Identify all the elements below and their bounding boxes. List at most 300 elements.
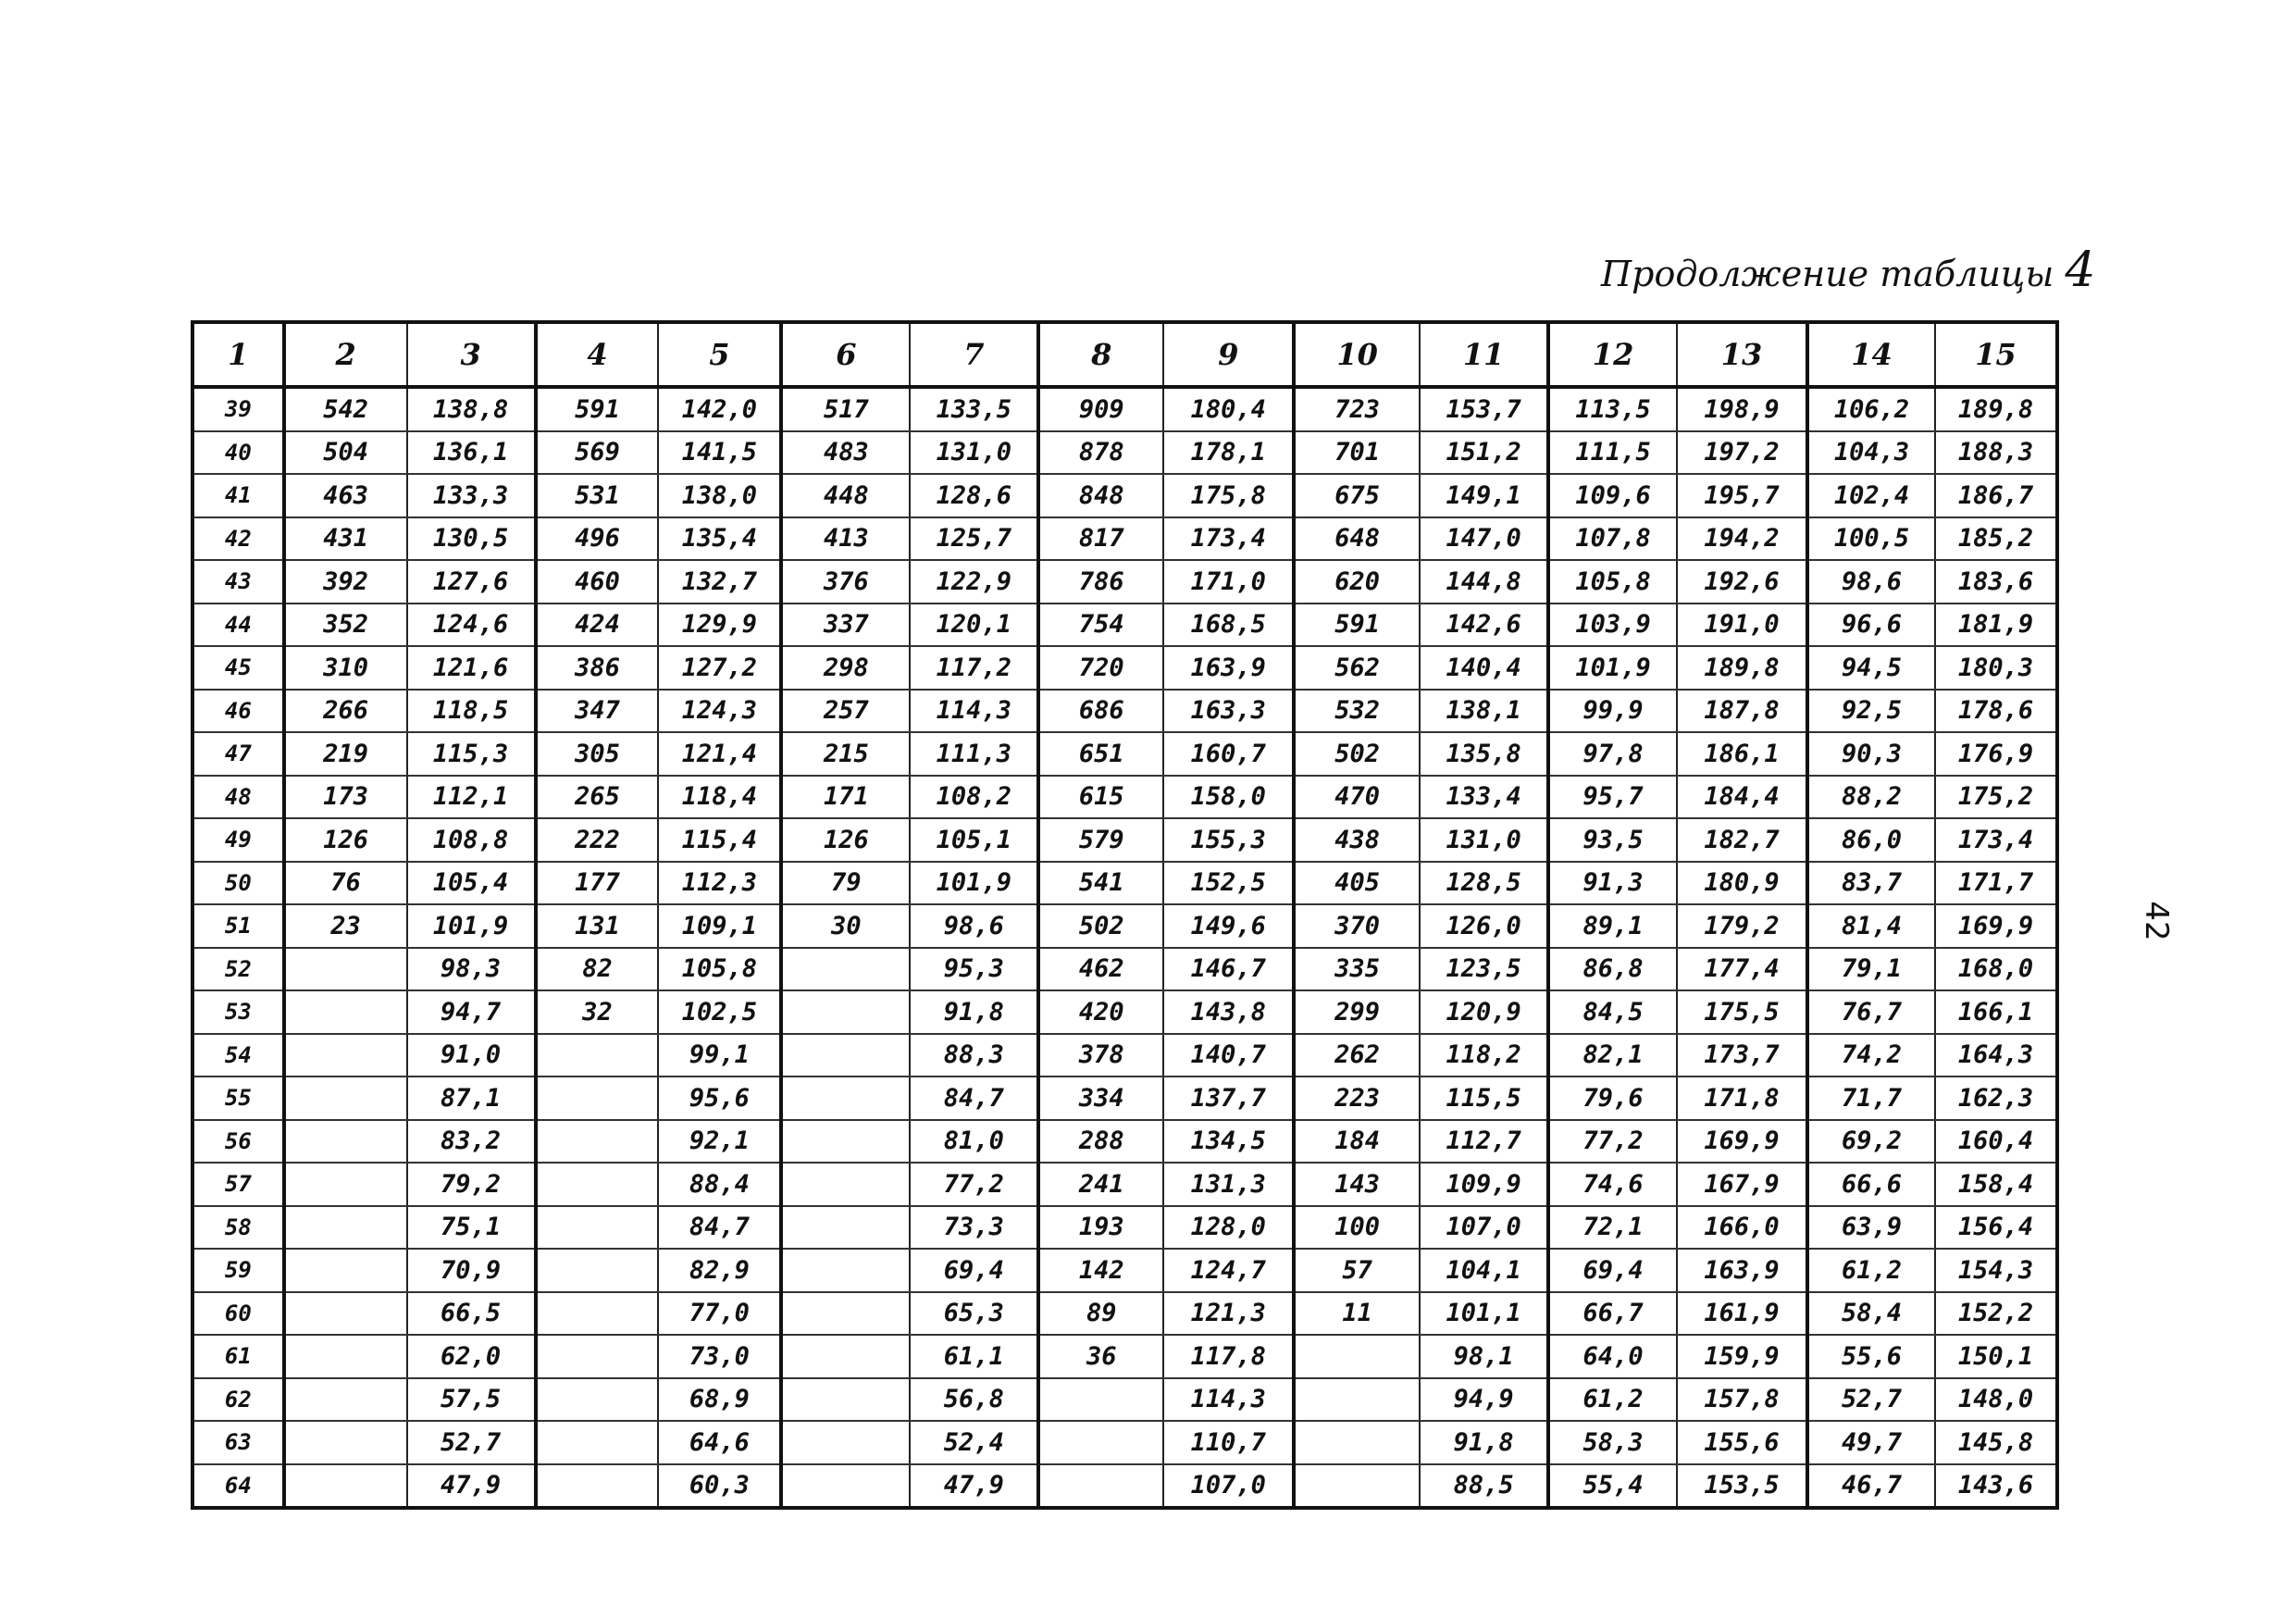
table-cell: 91,8	[910, 990, 1038, 1034]
table-cell: 112,7	[1420, 1120, 1548, 1164]
table-cell: 84,7	[658, 1206, 781, 1250]
table-cell: 114,3	[1163, 1378, 1294, 1422]
table-cell: 64,0	[1548, 1335, 1677, 1378]
table-cell: 61,1	[910, 1335, 1038, 1378]
table-cell: 620	[1294, 560, 1420, 604]
table-row	[192, 646, 2057, 690]
table-body	[192, 387, 2057, 1508]
table-cell: 241	[1038, 1163, 1163, 1206]
table-cell: 101,1	[1420, 1292, 1548, 1336]
table-cell: 83,2	[407, 1120, 536, 1164]
table-cell	[284, 1335, 407, 1378]
table-cell: 94,5	[1807, 646, 1935, 690]
table-cell: 121,6	[407, 646, 536, 690]
table-cell: 105,8	[658, 948, 781, 991]
table-cell: 83,7	[1807, 862, 1935, 905]
table-cell: 125,7	[910, 517, 1038, 561]
table-cell: 462	[1038, 948, 1163, 991]
column-header-15: 15	[1935, 322, 2057, 387]
table-cell: 112,3	[658, 862, 781, 905]
table-cell: 168,0	[1935, 948, 2057, 991]
table-cell: 68,9	[658, 1378, 781, 1422]
table-cell: 23	[284, 904, 407, 948]
column-header-3: 3	[407, 322, 536, 387]
table-cell: 109,1	[658, 904, 781, 948]
table-cell: 128,5	[1420, 862, 1548, 905]
table-cell: 84,5	[1548, 990, 1677, 1034]
table-cell: 73,3	[910, 1206, 1038, 1250]
table-cell: 128,0	[1163, 1206, 1294, 1250]
table-cell	[781, 1464, 910, 1509]
table-cell: 166,0	[1677, 1206, 1807, 1250]
table-cell	[536, 1077, 659, 1120]
table-cell	[1294, 1378, 1420, 1422]
table-cell: 69,4	[1548, 1249, 1677, 1292]
table-cell	[781, 1077, 910, 1120]
table-cell: 121,4	[658, 732, 781, 776]
table-cell: 42	[192, 517, 284, 561]
table-cell: 562	[1294, 646, 1420, 690]
table-cell: 143,6	[1935, 1464, 2057, 1509]
table-cell: 184	[1294, 1120, 1420, 1164]
table-cell: 431	[284, 517, 407, 561]
table-cell: 171	[781, 776, 910, 819]
table-cell: 107,0	[1163, 1464, 1294, 1509]
table-cell: 142,6	[1420, 604, 1548, 647]
table-cell: 52,7	[1807, 1378, 1935, 1422]
table-row	[192, 732, 2057, 776]
table-cell	[284, 1034, 407, 1077]
table-cell	[284, 1464, 407, 1509]
table-cell: 193	[1038, 1206, 1163, 1250]
table-row	[192, 387, 2057, 431]
table-cell: 175,2	[1935, 776, 2057, 819]
table-cell: 686	[1038, 690, 1163, 733]
table-cell: 180,3	[1935, 646, 2057, 690]
table-cell: 104,1	[1420, 1249, 1548, 1292]
table-cell	[781, 1378, 910, 1422]
table-cell: 483	[781, 431, 910, 475]
column-header-11: 11	[1420, 322, 1548, 387]
table-caption	[1601, 243, 2096, 307]
table-cell: 192,6	[1677, 560, 1807, 604]
table-cell	[284, 1206, 407, 1250]
table-cell: 95,6	[658, 1077, 781, 1120]
table-cell: 52	[192, 948, 284, 991]
table-row	[192, 604, 2057, 647]
table-cell: 126	[781, 818, 910, 862]
table-cell: 56,8	[910, 1378, 1038, 1422]
table-cell: 81,4	[1807, 904, 1935, 948]
table-cell: 146,7	[1163, 948, 1294, 991]
table-cell: 177,4	[1677, 948, 1807, 991]
table-cell	[284, 1163, 407, 1206]
table-cell: 155,3	[1163, 818, 1294, 862]
table-cell: 124,6	[407, 604, 536, 647]
table-cell: 131,0	[910, 431, 1038, 475]
table-cell: 105,8	[1548, 560, 1677, 604]
table-cell: 65,3	[910, 1292, 1038, 1336]
table-cell: 57	[1294, 1249, 1420, 1292]
table-cell: 288	[1038, 1120, 1163, 1164]
data-table	[191, 320, 2059, 1510]
table-cell: 131,0	[1420, 818, 1548, 862]
table-cell: 723	[1294, 387, 1420, 431]
table-cell: 305	[536, 732, 659, 776]
table-cell: 117,8	[1163, 1335, 1294, 1378]
table-cell: 56	[192, 1120, 284, 1164]
table-cell: 101,9	[910, 862, 1038, 905]
table-cell: 145,8	[1935, 1421, 2057, 1464]
column-header-12: 12	[1548, 322, 1677, 387]
table-cell: 504	[284, 431, 407, 475]
table-cell: 102,4	[1807, 474, 1935, 517]
table-cell: 136,1	[407, 431, 536, 475]
table-cell: 49,7	[1807, 1421, 1935, 1464]
table-cell: 47,9	[407, 1464, 536, 1509]
table-cell: 164,3	[1935, 1034, 2057, 1077]
table-cell: 84,7	[910, 1077, 1038, 1120]
table-cell	[536, 1034, 659, 1077]
table-row	[192, 1163, 2057, 1206]
table-cell	[536, 1378, 659, 1422]
table-cell: 94,7	[407, 990, 536, 1034]
table-cell: 118,5	[407, 690, 536, 733]
table-cell: 89,1	[1548, 904, 1677, 948]
table-cell: 160,4	[1935, 1120, 2057, 1164]
table-row	[192, 690, 2057, 733]
table-cell: 71,7	[1807, 1077, 1935, 1120]
column-header-6: 6	[781, 322, 910, 387]
table-cell: 82	[536, 948, 659, 991]
table-cell: 163,9	[1677, 1249, 1807, 1292]
table-cell: 131,3	[1163, 1163, 1294, 1206]
table-cell: 182,7	[1677, 818, 1807, 862]
table-cell: 99,1	[658, 1034, 781, 1077]
table-cell: 57,5	[407, 1378, 536, 1422]
table-row	[192, 1206, 2057, 1250]
table-cell: 101,9	[1548, 646, 1677, 690]
table-cell: 131	[536, 904, 659, 948]
table-cell: 195,7	[1677, 474, 1807, 517]
table-cell: 45	[192, 646, 284, 690]
table-cell: 909	[1038, 387, 1163, 431]
table-cell	[781, 990, 910, 1034]
table-cell: 64	[192, 1464, 284, 1509]
table-cell: 64,6	[658, 1421, 781, 1464]
table-cell: 542	[284, 387, 407, 431]
table-cell: 51	[192, 904, 284, 948]
table-cell: 75,1	[407, 1206, 536, 1250]
column-header-9: 9	[1163, 322, 1294, 387]
table-cell: 198,9	[1677, 387, 1807, 431]
table-cell: 848	[1038, 474, 1163, 517]
table-cell: 175,8	[1163, 474, 1294, 517]
table-cell: 144,8	[1420, 560, 1548, 604]
page-number: 42	[2138, 901, 2175, 941]
table-cell	[284, 1120, 407, 1164]
table-cell: 62	[192, 1378, 284, 1422]
table-cell: 496	[536, 517, 659, 561]
table-cell: 111,3	[910, 732, 1038, 776]
table-cell: 107,0	[1420, 1206, 1548, 1250]
table-cell: 413	[781, 517, 910, 561]
table-cell: 79,2	[407, 1163, 536, 1206]
table-cell	[536, 1120, 659, 1164]
table-cell	[536, 1163, 659, 1206]
table-cell: 299	[1294, 990, 1420, 1034]
table-cell: 86,0	[1807, 818, 1935, 862]
table-cell: 615	[1038, 776, 1163, 819]
table-cell: 109,9	[1420, 1163, 1548, 1206]
table-cell	[1038, 1464, 1163, 1509]
table-cell: 470	[1294, 776, 1420, 819]
table-cell: 502	[1038, 904, 1163, 948]
table-cell: 103,9	[1548, 604, 1677, 647]
table-cell: 50	[192, 862, 284, 905]
table-cell: 786	[1038, 560, 1163, 604]
table-cell: 87,1	[407, 1077, 536, 1120]
table-cell: 128,6	[910, 474, 1038, 517]
table-cell: 102,5	[658, 990, 781, 1034]
table-row	[192, 431, 2057, 475]
table-cell: 98,3	[407, 948, 536, 991]
table-cell: 183,6	[1935, 560, 2057, 604]
table-cell: 120,1	[910, 604, 1038, 647]
table-cell: 155,6	[1677, 1421, 1807, 1464]
table-row	[192, 862, 2057, 905]
table-cell: 219	[284, 732, 407, 776]
table-cell: 74,6	[1548, 1163, 1677, 1206]
table-cell: 130,5	[407, 517, 536, 561]
column-header-7: 7	[910, 322, 1038, 387]
table-cell: 167,9	[1677, 1163, 1807, 1206]
table-cell: 222	[536, 818, 659, 862]
table-cell: 149,6	[1163, 904, 1294, 948]
table-cell: 142,0	[658, 387, 781, 431]
table-cell	[781, 1206, 910, 1250]
table-cell: 106,2	[1807, 387, 1935, 431]
table-cell: 266	[284, 690, 407, 733]
table-cell: 55,4	[1548, 1464, 1677, 1509]
table-cell: 502	[1294, 732, 1420, 776]
table-cell	[1038, 1421, 1163, 1464]
table-cell: 86,8	[1548, 948, 1677, 991]
table-cell: 94,9	[1420, 1378, 1548, 1422]
table-cell: 61	[192, 1335, 284, 1378]
table-cell: 70,9	[407, 1249, 536, 1292]
table-cell: 126,0	[1420, 904, 1548, 948]
table-row	[192, 474, 2057, 517]
table-cell: 126	[284, 818, 407, 862]
table-cell: 134,5	[1163, 1120, 1294, 1164]
header-row	[192, 322, 2057, 387]
table-cell: 187,8	[1677, 690, 1807, 733]
table-cell: 46	[192, 690, 284, 733]
table-cell: 77,0	[658, 1292, 781, 1336]
table-cell: 124,3	[658, 690, 781, 733]
table-cell	[1294, 1464, 1420, 1509]
table-cell: 98,1	[1420, 1335, 1548, 1378]
table-cell: 61,2	[1807, 1249, 1935, 1292]
table-cell	[536, 1421, 659, 1464]
table-cell: 138,1	[1420, 690, 1548, 733]
table-cell: 113,5	[1548, 387, 1677, 431]
table-cell: 337	[781, 604, 910, 647]
table-cell: 223	[1294, 1077, 1420, 1120]
table-cell: 878	[1038, 431, 1163, 475]
table-cell: 66,6	[1807, 1163, 1935, 1206]
table-cell: 532	[1294, 690, 1420, 733]
table-cell: 55,6	[1807, 1335, 1935, 1378]
table-cell: 460	[536, 560, 659, 604]
table-cell: 69,4	[910, 1249, 1038, 1292]
table-cell: 52,4	[910, 1421, 1038, 1464]
table-row	[192, 1292, 2057, 1336]
table-cell: 189,8	[1677, 646, 1807, 690]
table-cell: 166,1	[1935, 990, 2057, 1034]
table-cell: 140,7	[1163, 1034, 1294, 1077]
table-cell: 189,8	[1935, 387, 2057, 431]
table-cell	[536, 1464, 659, 1509]
table-cell: 188,3	[1935, 431, 2057, 475]
table-cell: 88,3	[910, 1034, 1038, 1077]
table-cell: 138,8	[407, 387, 536, 431]
table-cell: 108,2	[910, 776, 1038, 819]
table-cell: 90,3	[1807, 732, 1935, 776]
table-cell: 370	[1294, 904, 1420, 948]
table-cell: 114,3	[910, 690, 1038, 733]
table-cell: 107,8	[1548, 517, 1677, 561]
table-row	[192, 904, 2057, 948]
table-cell: 118,2	[1420, 1034, 1548, 1077]
table-cell: 46,7	[1807, 1464, 1935, 1509]
table-cell: 82,1	[1548, 1034, 1677, 1077]
table-cell: 152,2	[1935, 1292, 2057, 1336]
table-cell	[781, 1335, 910, 1378]
table-cell: 100	[1294, 1206, 1420, 1250]
table-cell: 135,8	[1420, 732, 1548, 776]
table-cell: 194,2	[1677, 517, 1807, 561]
table-cell: 133,3	[407, 474, 536, 517]
table-cell	[1038, 1378, 1163, 1422]
table-row	[192, 1249, 2057, 1292]
table-cell: 79	[781, 862, 910, 905]
table-cell	[781, 1292, 910, 1336]
table-cell: 60	[192, 1292, 284, 1336]
table-cell: 153,7	[1420, 387, 1548, 431]
table-cell: 517	[781, 387, 910, 431]
table-row	[192, 1034, 2057, 1077]
table-cell: 161,9	[1677, 1292, 1807, 1336]
table-cell: 109,6	[1548, 474, 1677, 517]
table-cell: 162,3	[1935, 1077, 2057, 1120]
caption-text: Продолжение таблицы	[1601, 254, 2054, 294]
table-cell	[284, 1292, 407, 1336]
table-cell: 105,4	[407, 862, 536, 905]
table-cell: 96,6	[1807, 604, 1935, 647]
table-cell: 177	[536, 862, 659, 905]
table-cell: 127,6	[407, 560, 536, 604]
table-cell: 159,9	[1677, 1335, 1807, 1378]
table-cell: 701	[1294, 431, 1420, 475]
table-cell: 754	[1038, 604, 1163, 647]
table-cell: 100,5	[1807, 517, 1935, 561]
table-cell: 115,4	[658, 818, 781, 862]
table-cell: 180,4	[1163, 387, 1294, 431]
table-cell: 197,2	[1677, 431, 1807, 475]
table-cell: 74,2	[1807, 1034, 1935, 1077]
table-cell: 180,9	[1677, 862, 1807, 905]
table-cell: 257	[781, 690, 910, 733]
table-cell: 124,7	[1163, 1249, 1294, 1292]
table-cell: 97,8	[1548, 732, 1677, 776]
table-cell	[284, 1378, 407, 1422]
table-cell: 150,1	[1935, 1335, 2057, 1378]
table-row	[192, 1464, 2057, 1509]
table-cell: 163,3	[1163, 690, 1294, 733]
table-cell: 347	[536, 690, 659, 733]
table-cell: 92,5	[1807, 690, 1935, 733]
table-cell: 438	[1294, 818, 1420, 862]
table-cell: 184,4	[1677, 776, 1807, 819]
table-cell: 262	[1294, 1034, 1420, 1077]
table-cell: 98,6	[910, 904, 1038, 948]
table-cell: 41	[192, 474, 284, 517]
table-cell: 91,3	[1548, 862, 1677, 905]
table-cell: 132,7	[658, 560, 781, 604]
table-cell: 181,9	[1935, 604, 2057, 647]
table-cell: 648	[1294, 517, 1420, 561]
table-cell: 77,2	[910, 1163, 1038, 1206]
table-cell: 186,7	[1935, 474, 2057, 517]
table-cell: 215	[781, 732, 910, 776]
table-cell: 310	[284, 646, 407, 690]
table-cell	[284, 948, 407, 991]
table-cell: 95,7	[1548, 776, 1677, 819]
table-cell: 420	[1038, 990, 1163, 1034]
table-cell: 49	[192, 818, 284, 862]
table-cell: 55	[192, 1077, 284, 1120]
table-cell: 169,9	[1677, 1120, 1807, 1164]
table-cell: 121,3	[1163, 1292, 1294, 1336]
table-cell: 392	[284, 560, 407, 604]
column-header-14: 14	[1807, 322, 1935, 387]
table-cell: 54	[192, 1034, 284, 1077]
table-cell: 143,8	[1163, 990, 1294, 1034]
table-cell: 335	[1294, 948, 1420, 991]
table-cell	[536, 1206, 659, 1250]
table-cell: 173,4	[1935, 818, 2057, 862]
table-cell: 79,1	[1807, 948, 1935, 991]
table-cell: 158,0	[1163, 776, 1294, 819]
table-cell: 541	[1038, 862, 1163, 905]
table-cell: 59	[192, 1249, 284, 1292]
table-cell: 111,5	[1548, 431, 1677, 475]
table-cell: 175,5	[1677, 990, 1807, 1034]
table-cell: 118,4	[658, 776, 781, 819]
table-cell	[284, 1249, 407, 1292]
table-cell	[284, 1077, 407, 1120]
table-cell	[536, 1335, 659, 1378]
table-cell: 376	[781, 560, 910, 604]
table-cell: 424	[536, 604, 659, 647]
table-cell: 140,4	[1420, 646, 1548, 690]
table-cell: 88,2	[1807, 776, 1935, 819]
table-cell: 101,9	[407, 904, 536, 948]
table-cell: 91,0	[407, 1034, 536, 1077]
table-row	[192, 517, 2057, 561]
